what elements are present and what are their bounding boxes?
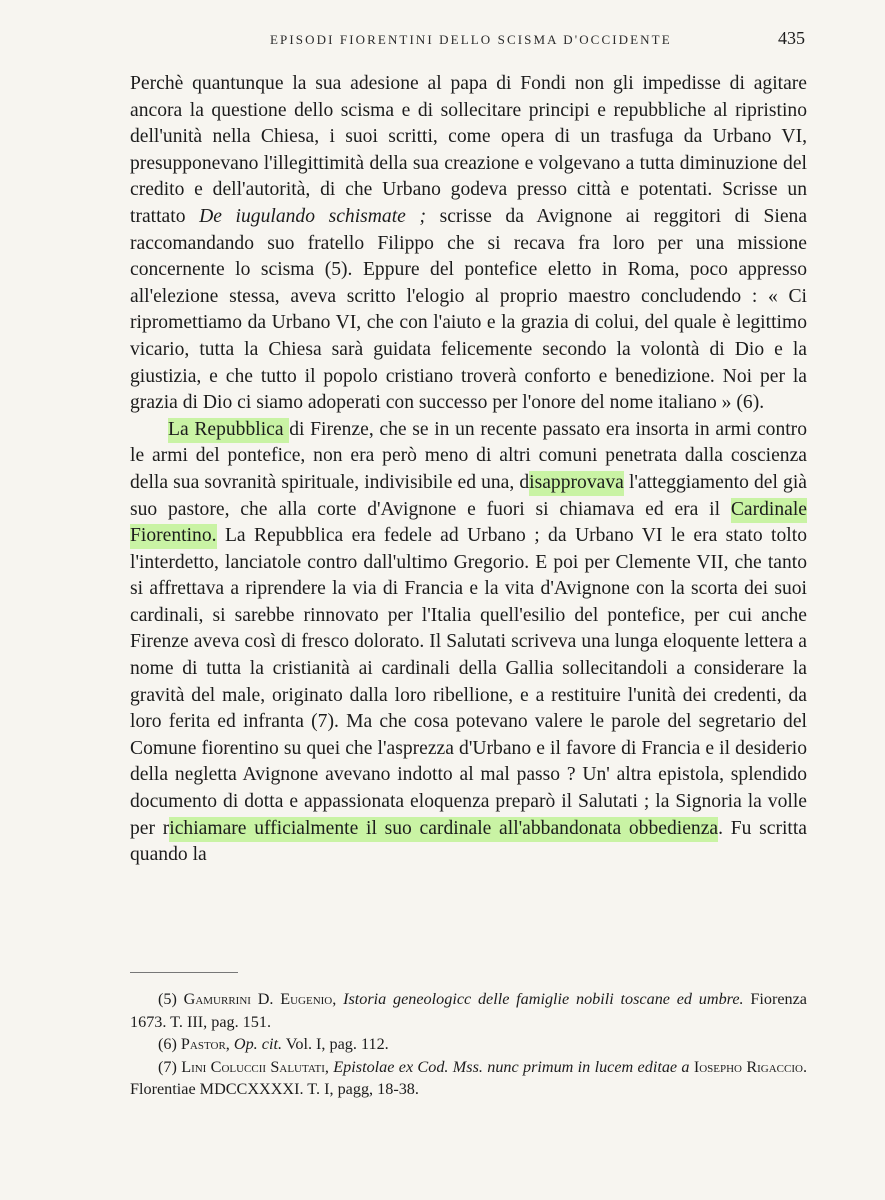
footnote-rule — [130, 972, 238, 973]
paragraph-1 — [130, 71, 807, 417]
footnote-title: Epistolae ex Cod. Mss. nunc primum in lucem editae a — [333, 1057, 690, 1076]
footnote-title: Op. cit. — [233, 1035, 282, 1053]
footnotes — [130, 988, 807, 1101]
highlight-repubblica: La Repubblica — [168, 418, 289, 443]
footnote-rest: Florentiae MDCCXXXXI. T. I, pagg, 18-38. — [130, 1080, 419, 1098]
footnote-title: Istoria geneologicc delle famiglie nobili toscane ed umbre. — [343, 990, 744, 1008]
treatise-title: De iugulando schismate ; — [199, 205, 426, 227]
footnote-6 — [130, 1033, 807, 1056]
footnote-number: (7) — [158, 1057, 177, 1076]
footnote-number: (5) — [158, 990, 177, 1008]
paragraph-1-text-b: scrisse da Avignone ai reggitori di Siena raccomandando suo fratello Filippo che si recava fra loro per una missione concernente lo scisma (5). Eppure del pontefice eletto in Roma, poco appresso all'elezione stessa, aveva scritto l'elogio al proprio maestro concludendo : « Ci ripromettiamo da Urbano VI, che con l'aiuto e la grazia di colui, del quale è legittimo vicario, tutta la Chiesa sarà guidata felicemente secondo la volontà di Dio e la giustizia, e che tutto il popolo cristiano troverà conforto e benedizione. Noi per la grazia di Dio ci siamo adoperati con successo per l'onore del nome italiano » (6). — [130, 205, 808, 414]
page-header — [130, 28, 805, 52]
footnote-5 — [130, 988, 807, 1033]
footnote-rest: Fiorenza 1673. T. III, pag. 151. — [130, 990, 807, 1031]
footnote-author: Pastor, — [180, 1035, 230, 1053]
highlight-richiamare: ichiamare ufficialmente il suo cardinale all'abbandonata obbedienza — [169, 817, 718, 842]
paragraph-2 — [130, 417, 807, 869]
running-head: EPISODI FIORENTINI DELLO SCISMA D'OCCIDENTE — [270, 32, 672, 47]
highlight-disapprovava: isapprovava — [529, 471, 624, 496]
paragraph-2-text-d: . Fu scritta quando la — [130, 817, 807, 866]
footnote-rest: Vol. I, pag. 112. — [282, 1035, 389, 1053]
footnote-number: (6) — [158, 1035, 177, 1053]
paragraph-2-text-b: l'atteggiamento del già suo pastore, che alla corte d'Avignone e fuori si chiamava ed era il — [130, 471, 807, 520]
footnote-author: Gamurrini D. Eugenio, — [183, 990, 337, 1008]
paragraph-2-text-a: di Firenze, che se in un recente passato era insorta in armi contro le armi del pontefice, non era però meno di altri comuni penetrata dalla coscienza della sua sovranità spirituale, indivisibile ed una, d — [130, 418, 807, 493]
highlight-cardinale: Cardinale Fiorentino. — [130, 498, 807, 550]
paragraph-1-text-a: Perchè quantunque la sua adesione al papa di Fondi non gli impedisse di agitare ancora la questione dello scisma e di sollecitare principi e repubbliche al ripristino dell'unità nella Chiesa, i suoi scritti, come opera di un trasfuga da Urbano VI, presupponevano l'illegittimità della sua creazione e volgevano a tutta diminuzione del credito e dell'autorità, di che Urbano godeva presso città e potentati. Scrisse un trattato — [130, 73, 807, 227]
paragraph-2-text-c: La Repubblica era fedele ad Urbano ; da Urbano VI le era stato tolto l'interdetto, lanciatole contro dall'ultimo Gregorio. E poi per Clemente VII, che tanto si affrettava a riprendere la via di Francia e la vita d'Avignone con la scorta dei suoi cardinali, si sarebbe rinnovato per l'Italia quell'esilio del pontefice, per cui anche Firenze aveva così di fresco dolorato. Il Salutati scriveva una lunga eloquente lettera a nome di tutta la cristianità ai cardinali della Gallia sollecitandoli a considerare la gravità del male, originato dalla loro ribellione, e a restituire l'unità dei credenti, da loro ferita ed infranta (7). Ma che cosa potevano valere le parole del segretario del Comune fiorentino su quei che l'asprezza d'Urbano e il favore di Francia e il desiderio della negletta Avignone avevano indotto al mal passo ? Un' altra epistola, splendido documento di dotta e appassionata eloquenza preparò il Salutati ; la Signoria la volle per r — [130, 525, 807, 839]
footnote-7 — [130, 1056, 807, 1101]
footnote-author: Lini Coluccii Salutati, — [181, 1057, 329, 1076]
footnote-editor: Iosepho Rigaccio. — [693, 1057, 807, 1076]
page-number: 435 — [778, 28, 805, 48]
main-text — [130, 71, 807, 869]
